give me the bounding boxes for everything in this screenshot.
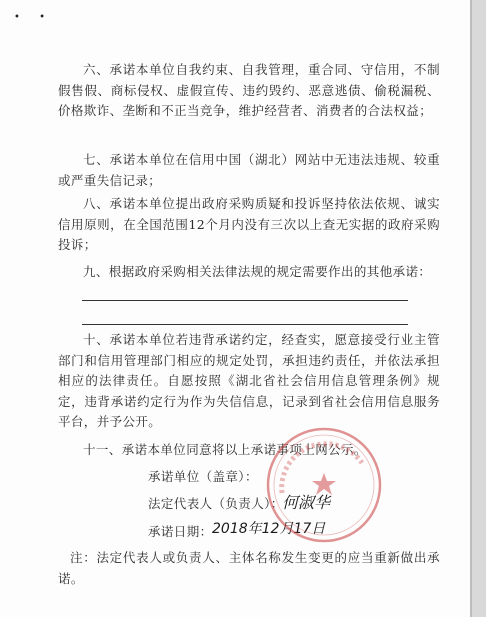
blank-line-2	[82, 324, 408, 325]
clause-8: 八、承诺本单位提出政府采购质疑和投诉坚持依法依规、诚实信用原则，在全国范围12个月内没有三次以上查无实据的政府采购投诉；	[58, 196, 440, 252]
note: 注：法定代表人或负责人、主体名称发生变更的应当重新做出承诺。	[58, 550, 440, 586]
clause-9: 九、根据政府采购相关法律法规的规定需要作出的其他承诺：	[83, 264, 432, 279]
margin-marks: • •	[14, 12, 53, 23]
representative-label: 法定代表人（负责人）：	[148, 496, 284, 511]
official-seal-stamp	[262, 423, 386, 547]
clause-10: 十、承诺本单位若违背承诺约定，经查实，愿意接受行业主管部门和信用管理部门相应的规定处罚，承担违约责任，并依法承担相应的法律责任。自愿按照《湖北省社会信用信息管理条例》规定，违背承诺约定行为作为失信信息，记录到省社会信用信息服务平台，并予公开。	[58, 332, 440, 429]
representative-signature: 何淑华	[282, 493, 331, 512]
clause-11: 十一、承诺本单位同意将以上承诺事项上网公示。	[83, 442, 367, 457]
clause-6: 六、承诺本单位自我约束、自我管理，重合同、守信用，不制假售假、商标侵权、虚假宣传、违约毁约、恶意逃债、偷税漏税、价格欺诈、垄断和不正当竞争，维护经营者、消费者的合法权益；	[58, 62, 440, 118]
clause-7: 七、承诺本单位在信用中国（湖北）网站中无违法违规、较重或严重失信记录；	[58, 152, 440, 188]
date-value: 2018年12月17日	[212, 521, 326, 537]
unit-label: 承诺单位（盖章）：	[148, 469, 258, 484]
blank-line-1	[82, 300, 408, 301]
date-label: 承诺日期：	[148, 524, 213, 539]
